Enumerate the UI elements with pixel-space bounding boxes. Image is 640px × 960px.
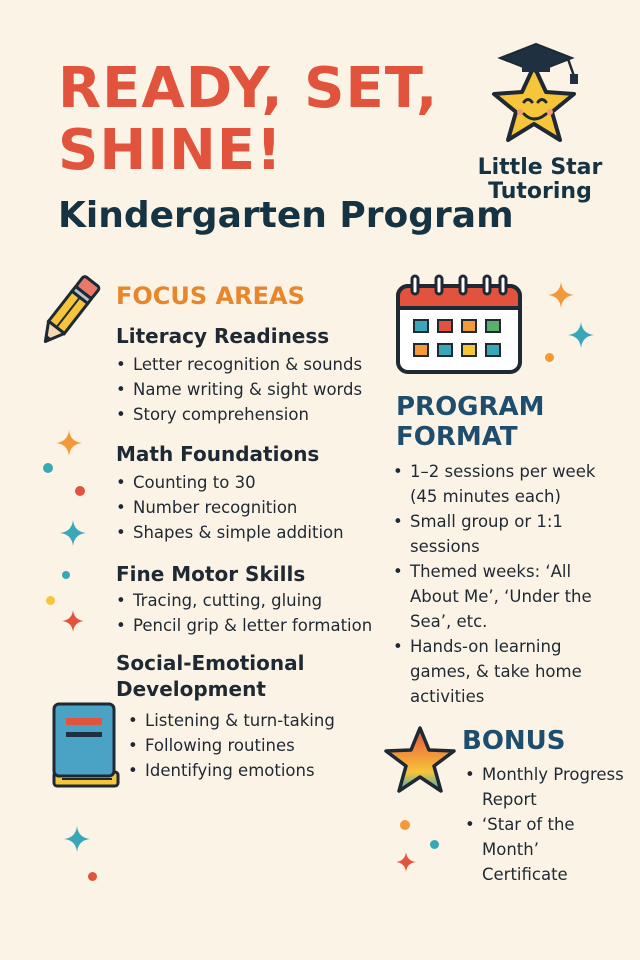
rainbow-star-icon bbox=[382, 724, 458, 796]
list-item: • Small group or 1:1 sessions bbox=[393, 509, 611, 559]
program-format-title-line-2: FORMAT bbox=[396, 422, 518, 452]
headline-line-1: READY, SET, bbox=[58, 56, 439, 121]
list-item: • Monthly Progress Report bbox=[465, 762, 625, 812]
book-icon bbox=[48, 700, 124, 792]
program-format-title-line-1: PROGRAM bbox=[396, 392, 545, 422]
fine-motor-title: Fine Motor Skills bbox=[116, 562, 306, 586]
star-mascot-icon bbox=[478, 36, 598, 156]
bonus-title: BONUS bbox=[462, 726, 566, 756]
program-format-list bbox=[393, 459, 611, 709]
sparkle-icon bbox=[396, 852, 416, 872]
program-format-title bbox=[396, 392, 545, 452]
math-list bbox=[116, 470, 344, 545]
sparkle-icon bbox=[64, 826, 90, 852]
social-emotional-list bbox=[128, 708, 335, 783]
list-item: • Story comprehension bbox=[116, 402, 362, 427]
sparkle-icon bbox=[548, 282, 574, 308]
math-title: Math Foundations bbox=[116, 442, 320, 466]
decor-dot bbox=[62, 571, 70, 579]
social-emotional-title bbox=[116, 650, 305, 702]
headline bbox=[58, 58, 438, 182]
pencil-icon bbox=[32, 268, 108, 352]
headline-line-2: SHINE! bbox=[58, 118, 283, 183]
brand-line-2: Tutoring bbox=[488, 179, 592, 204]
list-item: • Identifying emotions bbox=[128, 758, 335, 783]
literacy-list bbox=[116, 352, 362, 427]
list-item: • Themed weeks: ‘All About Me’, ‘Under the Sea’, etc. bbox=[393, 559, 611, 634]
decor-dot bbox=[545, 353, 554, 362]
bonus-list bbox=[465, 762, 625, 887]
sparkle-icon bbox=[56, 430, 82, 456]
brand-line-1: Little Star bbox=[477, 155, 603, 180]
decor-dot bbox=[400, 820, 410, 830]
sparkle-icon bbox=[60, 520, 86, 546]
list-item: • Name writing & sight words bbox=[116, 377, 362, 402]
decor-dot bbox=[43, 463, 53, 473]
sparkle-icon bbox=[568, 322, 594, 348]
list-item: • Hands-on learning games, & take home activities bbox=[393, 634, 611, 709]
decor-dot bbox=[88, 872, 97, 881]
calendar-icon bbox=[394, 274, 524, 376]
sparkle-icon bbox=[62, 610, 84, 632]
decor-dot bbox=[75, 486, 85, 496]
list-item: • Following routines bbox=[128, 733, 335, 758]
focus-areas-title: FOCUS AREAS bbox=[116, 282, 305, 310]
list-item: • Letter recognition & sounds bbox=[116, 352, 362, 377]
decor-dot bbox=[46, 596, 55, 605]
social-emotional-title-line-1: Social-Emotional bbox=[116, 651, 305, 675]
literacy-title: Literacy Readiness bbox=[116, 324, 330, 348]
social-emotional-title-line-2: Development bbox=[116, 677, 266, 701]
program-subtitle: Kindergarten Program bbox=[58, 195, 514, 236]
fine-motor-list bbox=[116, 588, 372, 638]
list-item: • Listening & turn-taking bbox=[128, 708, 335, 733]
list-item: • Number recognition bbox=[116, 495, 344, 520]
list-item: • Shapes & simple addition bbox=[116, 520, 344, 545]
list-item: • Counting to 30 bbox=[116, 470, 344, 495]
list-item: • ‘Star of the Month’ Certificate bbox=[465, 812, 625, 887]
list-item: • Pencil grip & letter formation bbox=[116, 613, 372, 638]
brand-name bbox=[470, 156, 610, 204]
list-item: • 1–2 sessions per week (45 minutes each) bbox=[393, 459, 611, 509]
list-item: • Tracing, cutting, gluing bbox=[116, 588, 372, 613]
decor-dot bbox=[430, 840, 439, 849]
